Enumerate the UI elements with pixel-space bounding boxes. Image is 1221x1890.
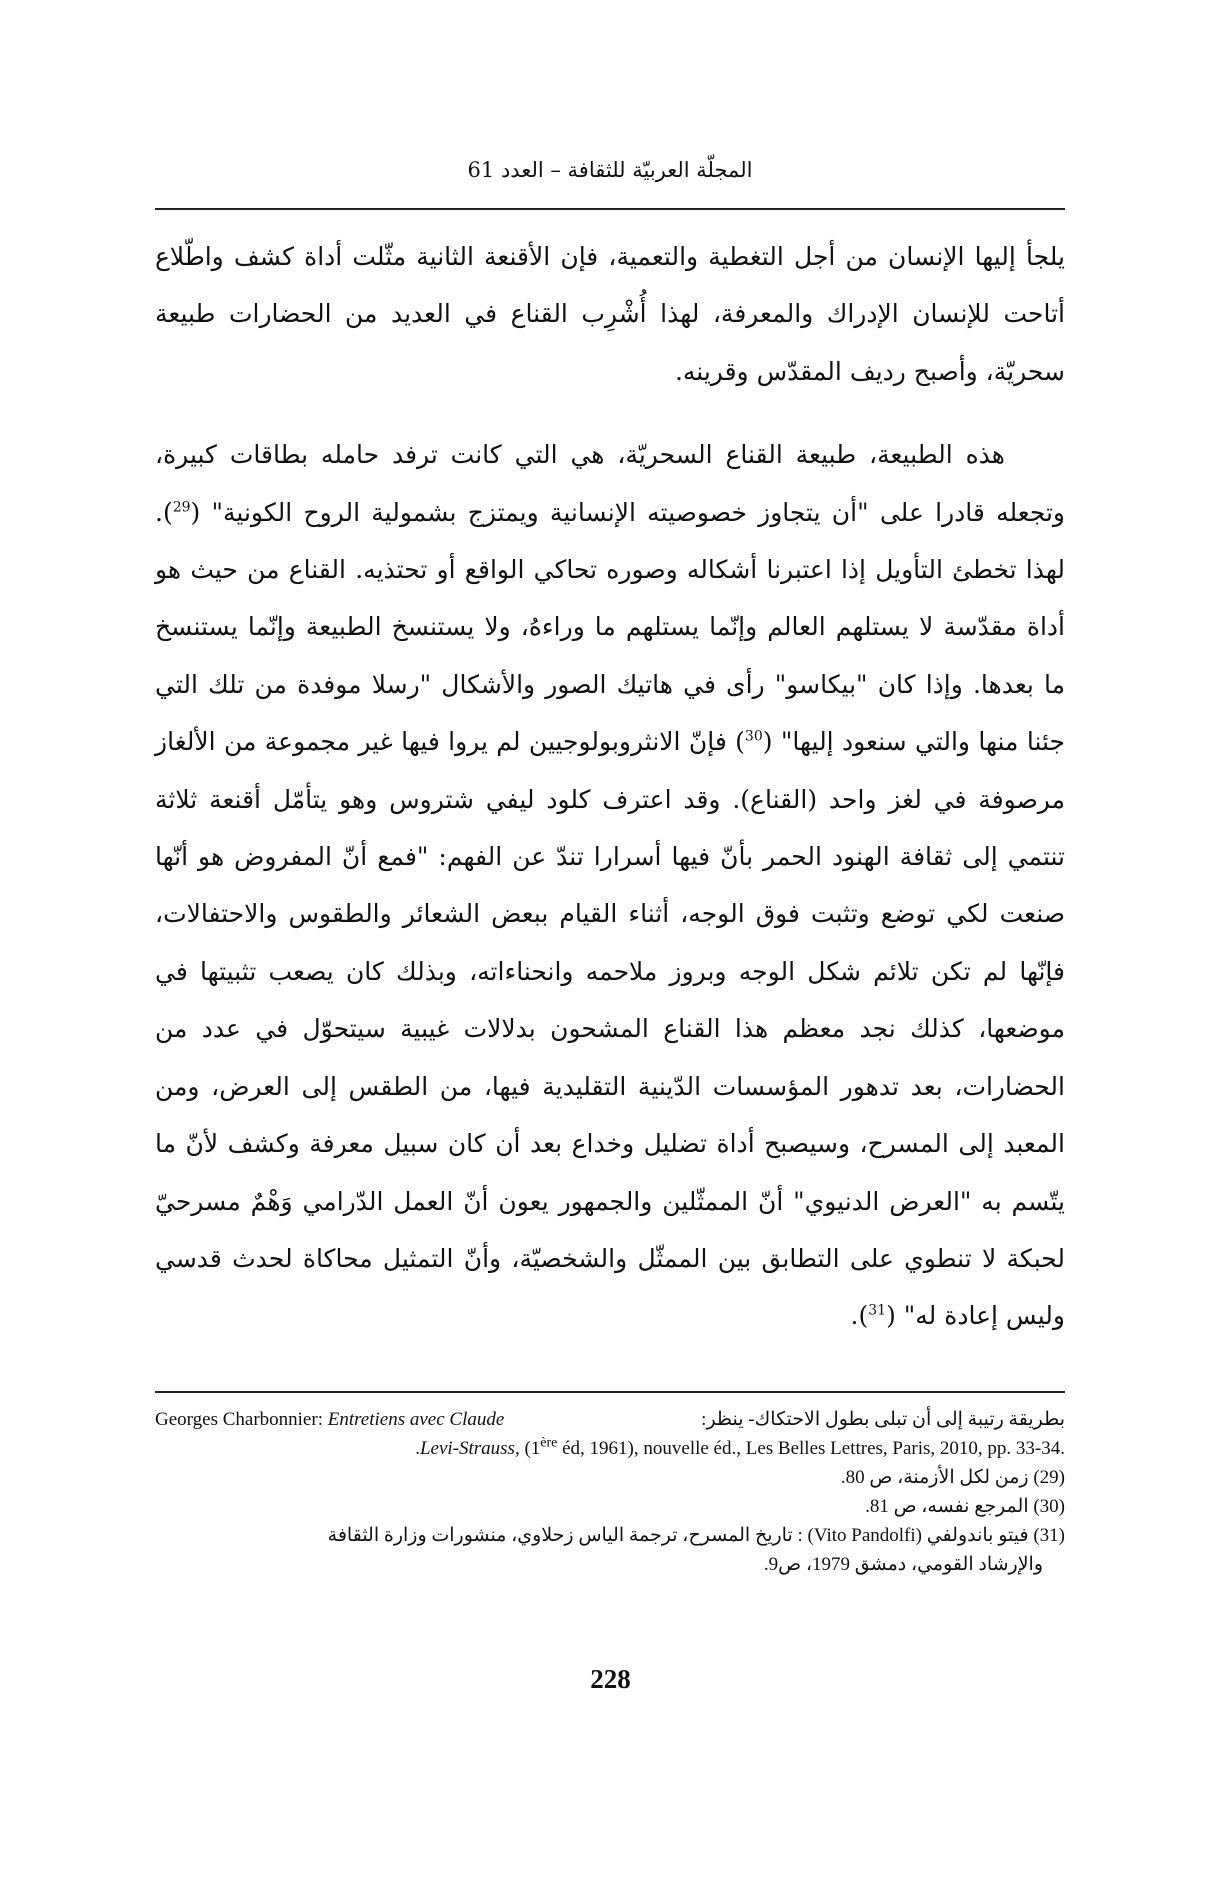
paragraph-2-text-d: ). xyxy=(850,1301,869,1331)
footnote-29: (29) زمن لكل الأزمنة، ص 80. xyxy=(840,1467,1065,1488)
footnote-30: (30) المرجع نفسه، ص 81. xyxy=(865,1496,1065,1517)
header-divider xyxy=(155,208,1065,210)
footnotes xyxy=(155,1405,1065,1579)
running-header: المجلّة العربيّة للثقافة – العدد 61 xyxy=(467,158,753,182)
footnote-31-continuation: والإرشاد القومي، دمشق 1979، ص9. xyxy=(763,1554,1043,1575)
footnote-continuation xyxy=(155,1405,1065,1434)
paragraph-2-text-c: ) فإنّ الانثروبولوجيين لم يروا فيها غير مجموعة من الألغاز مرصوفة في لغز واحد (القناع). وقد اعترف كلود ليفي شتروس وهو يتأمّل أقنعة ثلاثة تنتمي إلى ثقافة الهنود الحمر بأنّ فيها أسرارا تندّ عن الفهم: "فمع أنّ المفروض هو أنّها صنعت لكي توضع وتثبت فوق الوجه، أثناء القيام ببعض الشعائر والطقوس والاحتفالات، فإنّها لم تكن تلائم شكل الوجه وبروز ملاحمه وانحناءاته، وبذلك كان يصعب تثبيتها في موضعها، كذلك نجد معظم هذا القناع المشحون بدلالات غيبية سيتحوّل في عدد من الحضارات، بعد تدهور المؤسسات الدّينية التقليدية فيها، من الطقس إلى العرض، ومن المعبد إلى المسرح، وسيصبح أداة تضليل وخداع بعد أن كان سبيل معرفة وكشف لأنّ ما يتّسم به "العرض الدنيوي" أنّ الممثّلين والجمهور يعون أنّ العمل الدّرامي وَهْمٌ مسرحيّ لحبكة لا تنطوي على التطابق بين الممثّل والشخصيّة، وأنّ التمثيل محاكاة لحدث قدسي وليس إعادة له" ( xyxy=(155,727,1065,1331)
paragraph-1: يلجأ إليها الإنسان من أجل التغطية والتعمية، فإن الأقنعة الثانية مثّلت أداة كشف واطّلاع أتاحت للإنسان الإدراك والمعرفة، لهذا أُشْرِب القناع في العديد من الحضارات طبيعة سحريّة، وأصبح رديف المقدّس وقرينه. xyxy=(155,242,1065,386)
paragraph-2 xyxy=(155,426,1065,1345)
footnote-ref-30[interactable]: 30 xyxy=(744,728,763,745)
footnotes-divider xyxy=(155,1391,1065,1393)
article-body xyxy=(155,228,1065,1345)
paragraph-2-text-a: هذه الطبيعة، طبيعة القناع السحريّة، هي التي كانت ترفد حامله بطاقات كبيرة، وتجعله قادرا على "أن يتجاوز خصوصيته الإنسانية ويمتزج بشمولية الروح الكونية" ( xyxy=(155,440,1065,527)
footnote-continuation-arabic: بطريقة رتيبة إلى أن تبلى بطول الاحتكاك- ينظر: xyxy=(701,1409,1065,1430)
footnote-31: (31) فيتو باندولفي (Vito Pandolfi) : تاريخ المسرح، ترجمة الياس زحلاوي، منشورات وزارة الثقافة xyxy=(327,1525,1065,1546)
footnote-ref-31[interactable]: 31 xyxy=(868,1302,887,1319)
footnote-ref-29[interactable]: 29 xyxy=(172,499,191,516)
footnote-continuation-citation: Georges Charbonnier: Entretiens avec Claude xyxy=(155,1409,505,1430)
paragraph-2-text-b: ). لهذا تخطئ التأويل إذا اعتبرنا أشكاله وصوره تحاكي الواقع أو تحتذيه. القناع من حيث هو أداة مقدّسة لا يستلهم العالم وإنّما يستلهم ما وراءهُ، ولا يستنسخ الطبيعة وإنّما يستنسخ ما بعدها. وإذا كان "بيكاسو" رأى في هاتيك الصور والأشكال "رسلا موفدة من تلك التي جئنا منها والتي سنعود إليها" ( xyxy=(155,497,1065,757)
page-number: 228 xyxy=(590,1664,631,1694)
footnote-continuation-line-2: .Levi-Strauss, (1ère éd, 1961), nouvelle éd., Les Belles Lettres, Paris, 2010, pp. 33-34. xyxy=(415,1435,1065,1459)
